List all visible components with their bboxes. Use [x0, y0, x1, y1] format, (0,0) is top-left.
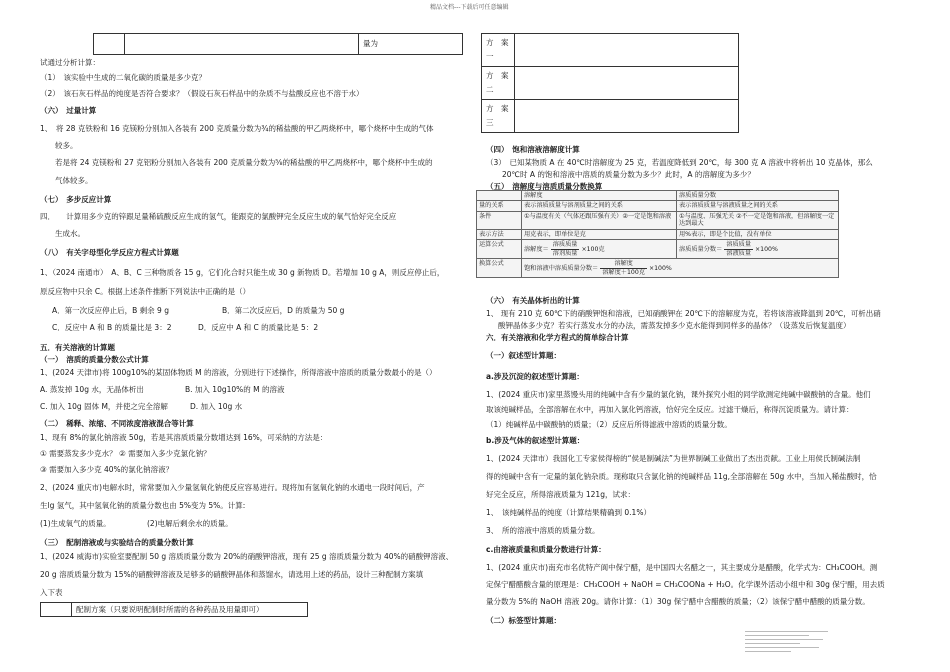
option: A. 蒸发掉 10g 水，无晶体析出	[40, 385, 144, 394]
top-table	[93, 33, 463, 55]
text-line: 1、 现有 210 克 60℃下的硝酸钾饱和溶液，已知硝酸钾在 20℃下的溶解度为克，若将该溶液降温到 20℃，可析出硝	[486, 309, 881, 318]
text-line: ① 需要蒸发多少克水？ ② 需要加入多少克氯化钠？	[40, 449, 211, 458]
denominator: 溶液质量	[726, 249, 752, 257]
text-line: 生lg 氢气，其中氢氧化钠的质量分数也由 5%变为 5%。计算:	[40, 501, 246, 510]
text-line: 试通过分析计算：	[40, 58, 100, 67]
text-line: （2） 该石灰石样品的纯度是否符合要求？（假设石灰石样品中的杂质不与盐酸反应也不溶于水）	[40, 89, 364, 98]
text-line: 酸钾晶体多少克？若实行蒸发水分的办法，需蒸发掉多少克水能得到同样多的晶体？（设蒸发后恢复温度）	[498, 321, 851, 330]
table-cell: ①与温度、压强无关 ②不一定是饱和溶液，但溶解度一定达到最大	[677, 211, 839, 229]
section-heading: a.涉及沉淀的叙述型计算题：	[486, 372, 584, 381]
table-cell: 用%表示，即是个比值，没有单位	[677, 229, 839, 239]
denominator: 溶解度＋100克	[602, 268, 645, 276]
text-line: 1、(2024 威海市)实验室要配制 50 g 溶质质量分数为 20%的硝酸钾溶液，现有 25 g 溶质质量分数为 40%的硝酸钾溶液、	[40, 552, 454, 561]
text-line: ③ 需要加入多少克 40%的氯化钠溶液？	[40, 465, 174, 474]
text-line: 1、现有 8%的氯化钠溶液 50g，若是其溶质质量分数增达到 16%，可采纳的方法是：	[40, 433, 328, 442]
text-line: 生成水。	[55, 229, 85, 238]
section-heading: （七） 多步反应计算	[40, 195, 112, 204]
text-line: 1、(2024 天津市）我国化工专家侯得榜的“侯是制碱法”为世界制碱工业做出了杰出贡献。工业上用侯氏制碱法制	[486, 454, 861, 463]
plan-table-header: 配制方案（只要说明配制时所需的各种药品及用量即可）	[72, 603, 308, 617]
text-line: 量分数为 5%的 NaOH 溶液 20g。请你计算：（1）30g 保宁醋中含醋酸的质量；（2）该保宁醋中醋酸的质量分数。	[486, 597, 870, 606]
text-line: 20℃时 A 的饱和溶液中溶质的质量分数为多少？此时，A 的溶解度为多少？	[502, 170, 755, 179]
table-cell	[477, 191, 522, 201]
section-heading: b.涉及气体的叙述型计算题：	[486, 436, 585, 445]
formula-text: 饱和溶液中溶质质量分数＝	[524, 265, 599, 272]
text-line: 1、 将 28 克铁粉和 16 克镁粉分别加入各装有 200 克质量分数为¾的稀盐酸的甲乙两烧杯中，哪个烧杯中生成的气体	[40, 124, 434, 133]
fraction	[551, 241, 580, 257]
table-cell: 量的关系	[477, 201, 522, 211]
formula-cell	[677, 240, 839, 259]
text-line: （1） 该实验中生成的二氧化碳的质量是多少克？	[40, 73, 207, 82]
formula-text: 溶质质量分数＝	[679, 246, 723, 254]
section-heading: c.由溶液质量和质量分数进行计算：	[486, 545, 606, 554]
section-heading: （四） 饱和溶液溶解度计算	[486, 145, 580, 154]
section-heading: （六） 有关晶体析出的计算	[486, 296, 580, 305]
section-heading: （二） 稀释、浓缩、不同浓度溶液混合等计算	[40, 419, 194, 428]
text-line: 定保宁醋醋酸含量的原理是：CH₃COOH + NaOH = CH₃COONa + H₂O。化学课外活动小组中和 30g 保宁醋，用去质	[486, 580, 885, 589]
formula-text: ×100%	[648, 265, 672, 272]
footer-stamp-graphic	[745, 628, 837, 666]
numerator: 溶质质量	[726, 241, 752, 249]
section-heading: 五．有关溶液的计算题	[40, 343, 115, 352]
table-cell: 条件	[477, 211, 522, 229]
option: D．反应中 A 和 C 的质量比是 5：2	[198, 323, 319, 332]
formula-text: ×100%	[755, 246, 778, 254]
section-heading: （八） 有关字母型化学反应方程式计算题	[40, 248, 179, 257]
option: B. 加入 10g10%的 M 的溶液	[185, 385, 285, 394]
option: C．反应中 A 和 B 的质量比是 3：2	[52, 323, 172, 332]
formula-cell	[522, 240, 677, 259]
text-line: 气体较多。	[55, 176, 93, 185]
formula-cell	[522, 259, 839, 278]
text-line: 好完全反应，所得溶液质量为 121g，试求：	[486, 490, 635, 499]
header-note: 精品文档---下载后可任意编辑	[430, 4, 509, 11]
text-line: (2)电解后剩余水的质量。	[147, 519, 233, 528]
text-line: 1、(2024 天津市)将 100g10%的某固体物质 M 的溶液，分别进行下述操作，所得溶液中溶质的质量分数最小的是（）	[40, 368, 437, 377]
text-line: 1、(2024 重庆市)南充市名优特产阆中保宁醋，是中国四大名醋之一，其主要成分是醋酸，化学式为：CH₃COOH。测	[486, 563, 878, 572]
section-heading: （二）标签型计算题：	[486, 616, 561, 625]
option: D. 加入 10g 水	[190, 402, 243, 411]
section-heading: 六．有关溶液和化学方程式的简单综合计算	[486, 333, 629, 342]
table-cell: 溶质质量分数	[677, 191, 839, 201]
table-cell: ①与温度有关（气体还跟压强有关）②一定是饱和溶液	[522, 211, 677, 229]
section-heading: （三） 配制溶液或与实验结合的质量分数计算	[40, 538, 194, 547]
table-cell: 表示溶质质量与溶液质量之间的关系	[677, 201, 839, 211]
text-line: 1、（2024 南通市） A、B、C 三种物质各 15 g，它们化合时只能生成 30 g 新物质 D。若增加 10 g A，则反应停止后，	[40, 268, 445, 277]
text-line: 入下表	[40, 588, 63, 597]
section-heading: （一）叙述型计算题：	[486, 351, 561, 360]
table-cell: 表示方法	[477, 229, 522, 239]
text-line: 若是将 24 克镁粉和 27 克铝粉分别加入各装有 200 克质量分数为⅝的稀盐酸的甲乙两烧杯中，哪个烧杯中生成的	[55, 158, 433, 167]
plan-cell: 方 案 一	[482, 34, 515, 67]
table-cell: 用克表示，即单位是克	[522, 229, 677, 239]
option: A．第一次反应停止后，B 剩余 9 g	[52, 306, 169, 315]
text-line: 取该纯碱样品，全部溶解在水中，再加入氯化钙溶液，恰好完全反应。过滤干燥后，称得沉淀质量为。请计算：	[486, 405, 854, 414]
solubility-table	[476, 190, 839, 278]
table-cell: 溶解度	[522, 191, 677, 201]
text-line: （1）纯碱样品中碳酸钠的质量；（2）反应后所得滤液中溶质的质量分数。	[486, 420, 732, 429]
plan-cell: 方 案 二	[482, 67, 515, 100]
option: B．第二次反应后，D 的质量为 50 g	[222, 306, 345, 315]
text-line: 3、 所的溶液中溶质的质量分数。	[486, 526, 600, 535]
text-line: （3） 已知某物质 A 在 40℃时溶解度为 25 克，若温度降低到 20℃，每 300 克 A 溶液中将析出 10 克晶体，那么	[486, 158, 873, 167]
table-cell: 换算公式	[477, 259, 522, 278]
section-heading: （一） 溶质的质量分数公式计算	[40, 355, 149, 364]
denominator: 溶剂质量	[552, 249, 578, 257]
table-cell: 运算公式	[477, 240, 522, 259]
text-line: 20 g 溶质质量分数为 15%的硝酸钾溶液及足够多的硝酸钾晶体和蒸馏水，请选用上述的药品，设计三种配制方案填	[40, 570, 424, 579]
text-line: 得的纯碱中含有一定量的氯化钠杂质。现称取只含氯化钠的纯碱样品 11g,全部溶解在 50g 水中，当加入稀盐酸时，恰	[486, 472, 877, 481]
text-line: (1)生成氧气的质量。	[40, 519, 111, 528]
option: C. 加入 10g 固体 M，并使之完全溶解	[40, 402, 168, 411]
fraction	[600, 260, 647, 276]
text-line: 2、(2024 重庆市)电解水时，常常要加入少量氢氧化钠使反应容易进行。现将加有氢氧化钠的水通电一段时间后，产	[40, 483, 425, 492]
section-heading: （六） 过量计算	[40, 106, 97, 115]
text-line: 1、 该纯碱样品的纯度（计算结果精确到 0.1%）	[486, 508, 651, 517]
numerator: 溶质质量	[552, 241, 578, 249]
plan-table	[40, 602, 308, 617]
top-table-cell: 量为	[359, 34, 463, 55]
section-heading: （五） 溶解度与溶质质量分数换算	[486, 182, 603, 191]
numerator: 溶解度	[600, 260, 647, 268]
plan-cell: 方 案 三	[482, 100, 515, 133]
formula-text: ×100克	[581, 246, 605, 254]
plan-options-table	[481, 33, 739, 133]
text-line: 较多。	[55, 141, 78, 150]
text-line: 原反应物中只余 C。根据上述条件推断下列说法中正确的是（）	[40, 287, 251, 296]
text-line: 四． 计算用多少克的锌跟足量稀硫酸反应生成的氢气，能跟克的氯酸钾完全反应生成的氧气恰好完全反应	[40, 212, 397, 221]
fraction	[724, 241, 753, 257]
formula-text: 溶解度＝	[524, 246, 549, 254]
text-line: 1、(2024 重庆市)家里蒸馒头用的纯碱中含有少量的氯化钠，课外探究小组的同学欲测定纯碱中碳酸钠的含量。他们	[486, 390, 871, 399]
table-cell: 表示溶质质量与溶剂质量之间的关系	[522, 201, 677, 211]
